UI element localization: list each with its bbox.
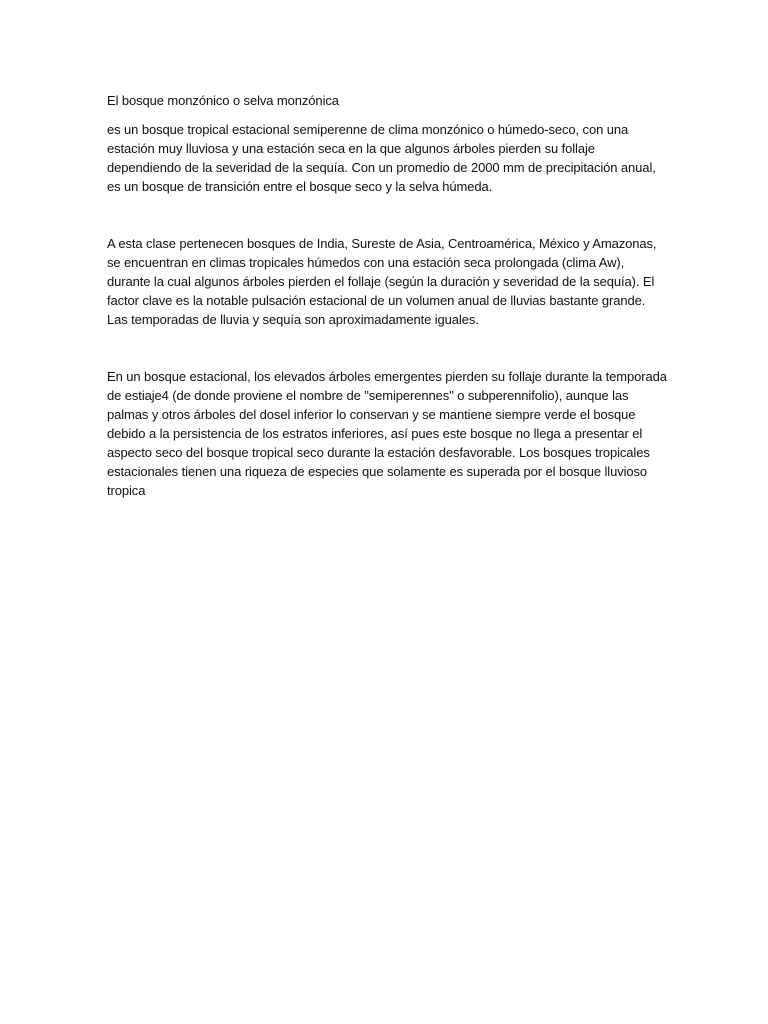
paragraph-3: En un bosque estacional, los elevados árboles emergentes pierden su follaje durante la temporada de estiaje4 (de donde proviene el nombre de "semiperennes" o subperennifolio), aunque las palmas y otros árboles del dosel inferior lo conservan y se mantiene siempre verde el bosque debido a la persistencia de los estratos inferiores, así pues este bosque no llega a presentar el aspecto seco del bosque tropical seco durante la estación desfavorable. Los bosques tropicales estacionales tienen una riqueza de especies que solamente es superada por el bosque lluvioso tropica	[107, 369, 667, 498]
document-title: El bosque monzónico o selva monzónica	[107, 93, 339, 108]
document-body	[107, 91, 667, 500]
paragraph-1: es un bosque tropical estacional semiperenne de clima monzónico o húmedo-seco, con una estación muy lluviosa y una estación seca en la que algunos árboles pierden su follaje dependiendo de la severidad de la sequía. Con un promedio de 2000 mm de precipitación anual, es un bosque de transición entre el bosque seco y la selva húmeda.	[107, 122, 656, 194]
paragraph-2: A esta clase pertenecen bosques de India, Sureste de Asia, Centroamérica, México y Amazonas, se encuentran en climas tropicales húmedos con una estación seca prolongada (clima Aw), durante la cual algunos árboles pierden el follaje (según la duración y severidad de la sequía). El factor clave es la notable pulsación estacional de un volumen anual de lluvias bastante grande. Las temporadas de lluvia y sequía son aproximadamente iguales.	[107, 236, 657, 327]
